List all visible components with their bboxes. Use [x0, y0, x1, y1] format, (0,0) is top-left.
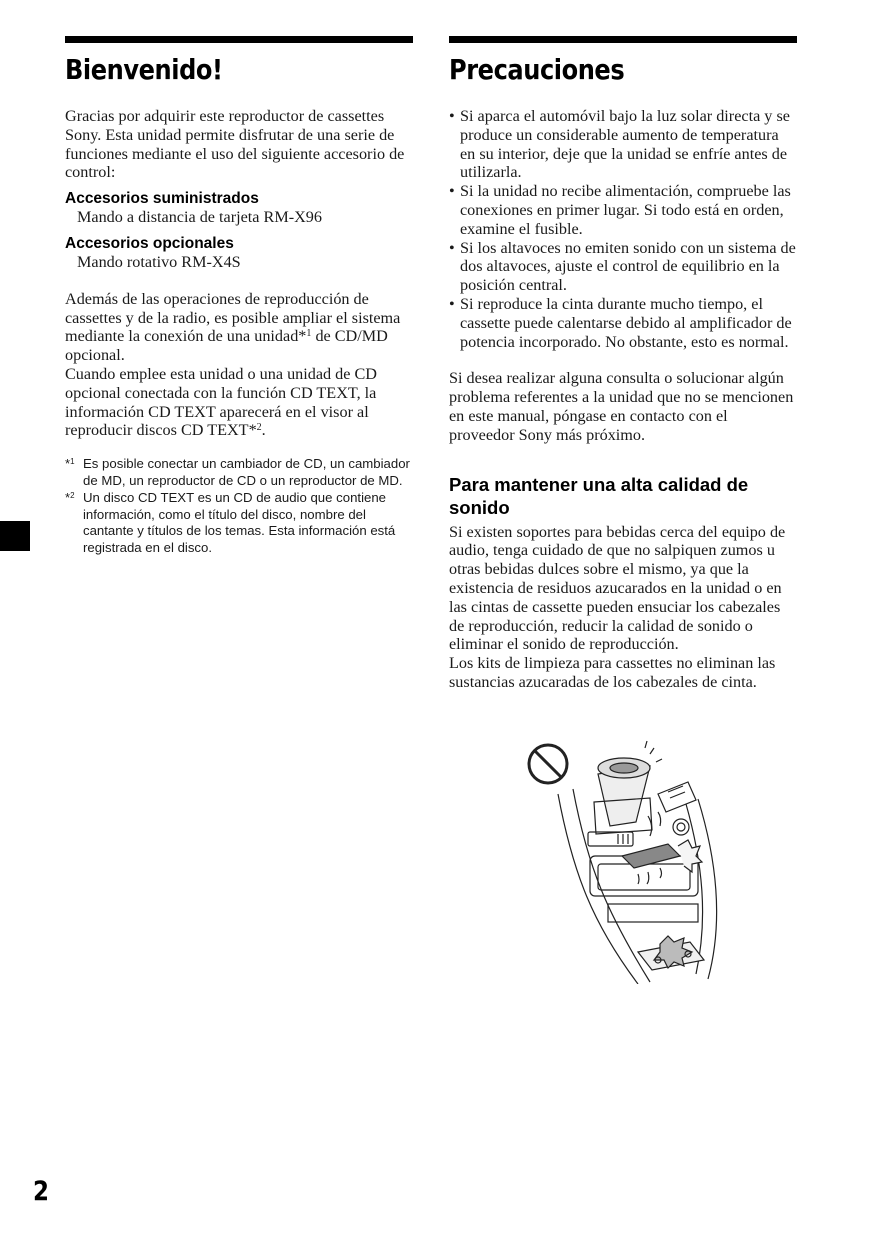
supplied-accessories-heading: Accesorios suministrados: [65, 190, 259, 208]
cd-text-paragraph: Cuando emplee esta unidad o una unidad de CD opcional conectada con la función CD TEXT, la información CD TEXT aparecerá en el visor al reproducir discos CD TEXT*$^2$.: [65, 364, 377, 440]
spilled-drink-illustration: [518, 734, 744, 984]
right-column: [449, 36, 797, 692]
prohibition-icon: [529, 745, 567, 783]
list-item: • Si aparca el automóvil bajo la luz solar directa y se produce un considerable aumento de temperatura en su interior, deje que la unidad se enfríe antes de utilizarla.: [449, 107, 797, 182]
footnote-text: Un disco CD TEXT es un CD de audio que contiene información, como el título del disco, nombre del cantante y títulos de los temas. Esta información está registrada en el disco.: [83, 489, 396, 556]
section-tab: [0, 521, 30, 551]
expansion-paragraph: Además de las operaciones de reproducción de cassettes y de la radio, es posible ampliar el sistema mediante la conexión de una unidad*$^1$ de CD/MD opcional.: [65, 289, 401, 365]
left-column: [65, 36, 413, 557]
cup-icon: [594, 741, 662, 836]
title-rule: [449, 36, 797, 43]
footnote: *$^1$ Es posible conectar un cambiador de CD, un cambiador de MD, un reproductor de CD o un reproductor de MD.: [65, 456, 413, 490]
welcome-title: Bienvenido!: [65, 53, 223, 86]
precautions-list: [449, 107, 797, 351]
optional-accessories-heading: Accesorios opcionales: [65, 234, 234, 252]
consult-paragraph: Si desea realizar alguna consulta o solucionar algún problema referentes a la unidad que no se mencionen en este manual, póngase en contacto con el proveedor Sony más próximo.: [449, 369, 794, 444]
list-item: • Si los altavoces no emiten sonido con un sistema de dos altavoces, ajuste el control de equilibrio en la posición central.: [449, 239, 797, 295]
optional-accessory-item: Mando rotativo RM-X4S: [77, 252, 241, 271]
footnote: *$^2$ Un disco CD TEXT es un CD de audio que contiene información, como el título del disco, nombre del cantante y títulos de los temas. Esta información está registrada en el disco.: [65, 490, 413, 557]
sound-quality-heading: Para mantener una alta calidad de sonido: [449, 473, 749, 518]
title-rule: [65, 36, 413, 43]
sound-quality-paragraph: Si existen soportes para bebidas cerca del equipo de audio, tenga cuidado de que no salpiquen zumos u otras bebidas dulces sobre el mismo, ya que la existencia de residuos azucarados en la unidad o en las cintas de cassette pueden ensuciar los cabezales de reproducción, reducir la calidad de sonido o eliminar el sonido de reproducción.: [449, 522, 786, 654]
intro-paragraph: Gracias por adquirir este reproductor de cassettes Sony. Esta unidad permite disfrutar de una serie de funciones mediante el uso del siguiente accesorio de control:: [65, 107, 405, 182]
cassette-on-floor-icon: [638, 936, 704, 970]
cleaning-kit-paragraph: Los kits de limpieza para cassettes no eliminan las sustancias azucaradas de los cabezales de cinta.: [449, 654, 776, 691]
supplied-accessory-item: Mando a distancia de tarjeta RM-X96: [77, 208, 322, 227]
list-item: • Si reproduce la cinta durante mucho tiempo, el cassette puede calentarse debido al amplificador de potencia incorporado. No obstante, esto es normal.: [449, 295, 797, 351]
footnote-text: Es posible conectar un cambiador de CD, un cambiador de MD, un reproductor de CD o un reproductor de MD.: [83, 456, 410, 488]
page-number: 2: [33, 1176, 49, 1207]
footnotes: [65, 456, 413, 557]
list-item: • Si la unidad no recibe alimentación, compruebe las conexiones en primer lugar. Si todo está en orden, examine el fusible.: [449, 182, 797, 238]
precautions-title: Precauciones: [449, 53, 625, 86]
